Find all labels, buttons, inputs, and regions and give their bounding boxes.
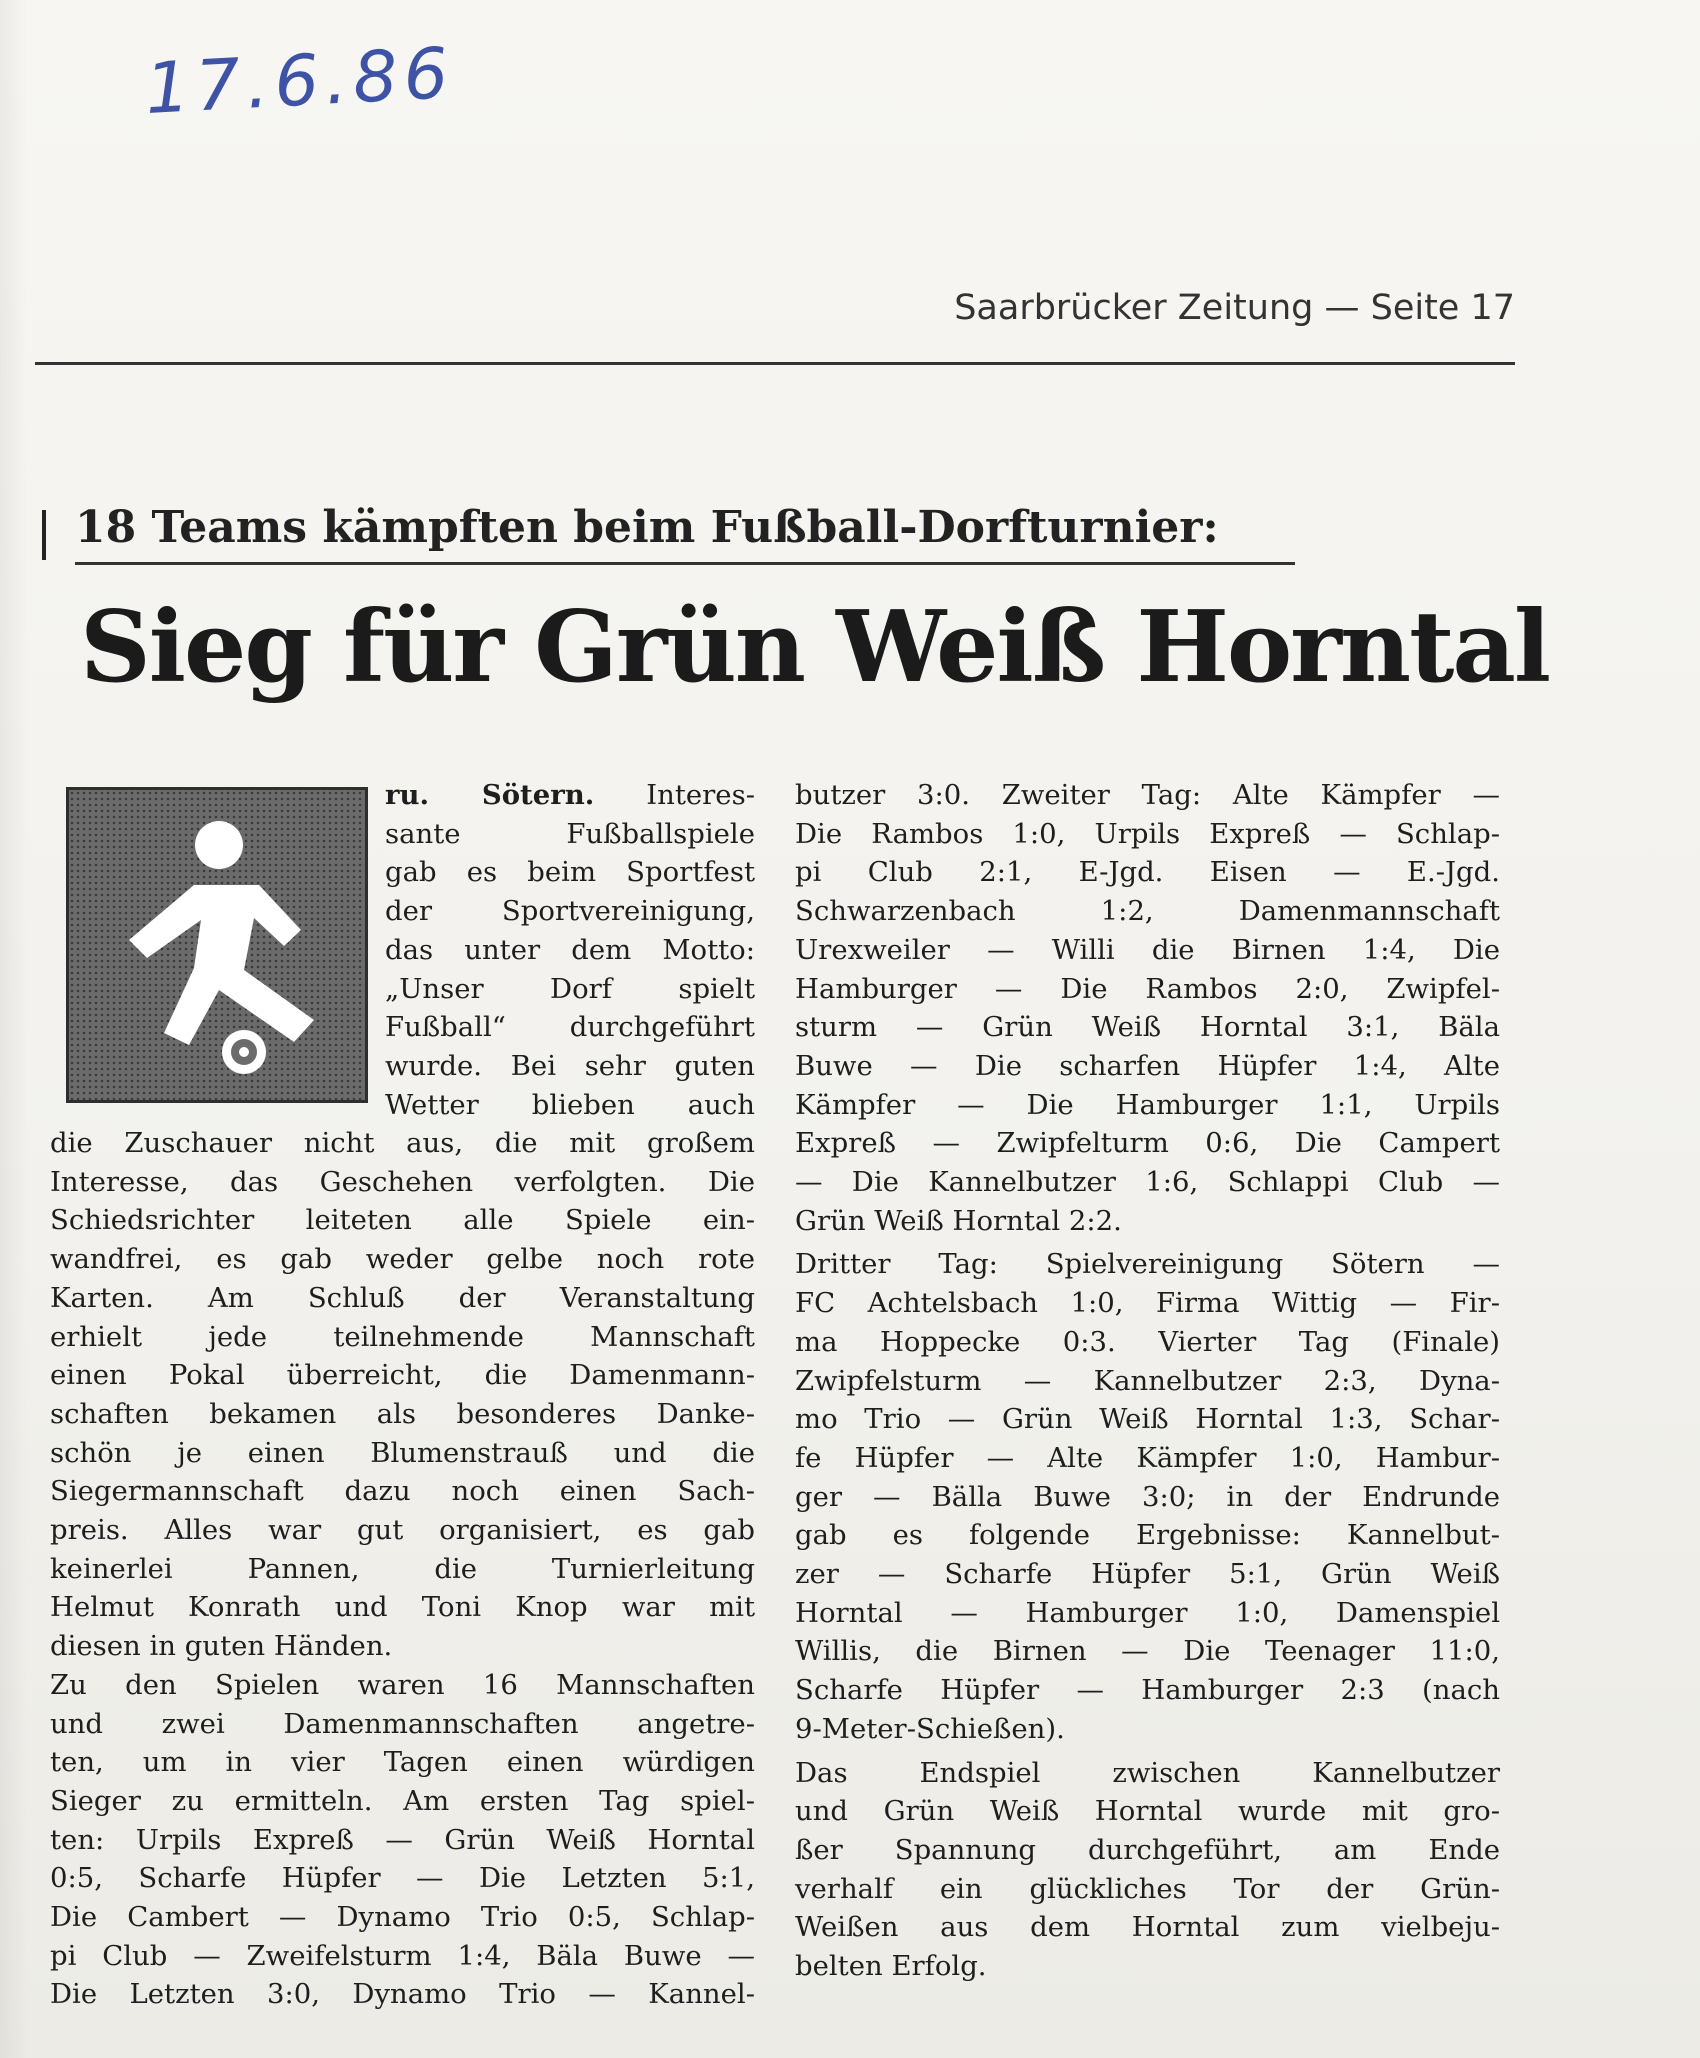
text-line: Zwipfelsturm — Kannelbutzer 2:3, Dyna-: [795, 1364, 1500, 1397]
text-line: Schwarzenbach 1:2, Damenmannschaft: [795, 895, 1500, 928]
text-line: Die Rambos 1:0, Urpils Expreß — Schlap-: [795, 817, 1500, 850]
text-line: Karten. Am Schluß der Veranstaltung: [50, 1281, 755, 1314]
intro-line: sante Fußballspiele: [385, 817, 755, 850]
text-line: Scharfe Hüpfer — Hamburger 2:3 (nach: [795, 1674, 1500, 1707]
text-line: Hamburger — Die Rambos 2:0, Zwipfel-: [795, 972, 1500, 1005]
text-line: Willis, die Birnen — Die Teenager 11:0,: [795, 1635, 1500, 1668]
text-line: schön je einen Blumenstrauß und die: [50, 1436, 755, 1469]
kicker-bar: [42, 510, 46, 560]
text-line: Schiedsrichter leiteten alle Spiele ein-: [50, 1204, 755, 1237]
intro-line: Fußball“ durchgeführt: [385, 1011, 755, 1044]
article-left-column: [50, 1124, 755, 2014]
masthead: Saarbrücker Zeitung — Seite 17: [954, 288, 1515, 328]
text-line: pi Club 2:1, E-Jgd. Eisen — E.-Jgd.: [795, 856, 1500, 889]
text-line: sturm — Grün Weiß Horntal 3:1, Bäla: [795, 1011, 1500, 1044]
football-player-icon: [69, 790, 365, 1100]
text-line: Helmut Konrath und Toni Knop war mit: [50, 1591, 755, 1624]
article-intro: [385, 776, 755, 1124]
text-line: Die Cambert — Dynamo Trio 0:5, Schlap-: [50, 1901, 755, 1934]
text-line: pi Club — Zweifelsturm 1:4, Bäla Buwe —: [50, 1939, 755, 1972]
text-line: Das Endspiel zwischen Kannelbutzer: [795, 1756, 1500, 1789]
text-line: 0:5, Scharfe Hüpfer — Die Letzten 5:1,: [50, 1862, 755, 1895]
paper-shadow: [0, 0, 28, 2058]
text-line: ma Hoppecke 0:3. Vierter Tag (Finale): [795, 1325, 1500, 1358]
text-line: gab es folgende Ergebnisse: Kannelbut-: [795, 1519, 1500, 1552]
text-line: Sieger zu ermitteln. Am ersten Tag spiel-: [50, 1784, 755, 1817]
text-line: 9-Meter-Schießen).: [795, 1712, 1065, 1745]
text-line: fe Hüpfer — Alte Kämpfer 1:0, Hambur-: [795, 1441, 1500, 1474]
text-line: Siegermannschaft dazu noch einen Sach-: [50, 1475, 755, 1508]
text-line: preis. Alles war gut organisiert, es gab: [50, 1514, 755, 1547]
intro-line: das unter dem Motto:: [385, 933, 755, 966]
text-line: Urexweiler — Willi die Birnen 1:4, Die: [795, 933, 1500, 966]
text-line: und Grün Weiß Horntal wurde mit gro-: [795, 1795, 1500, 1828]
text-line: Grün Weiß Horntal 2:2.: [795, 1204, 1122, 1237]
text-line: — Die Kannelbutzer 1:6, Schlappi Club —: [795, 1166, 1500, 1199]
text-line: Dritter Tag: Spielvereinigung Sötern —: [795, 1248, 1500, 1281]
dateline: ru. Sötern.: [385, 779, 595, 811]
text-line: ßer Spannung durchgeführt, am Ende: [795, 1833, 1500, 1866]
text-line: Zu den Spielen waren 16 Mannschaften: [50, 1668, 755, 1701]
headline: Sieg für Grün Weiß Horntal: [80, 590, 1550, 705]
handwritten-date: 17.6.86: [143, 31, 457, 131]
intro-line: Interes-: [646, 779, 755, 811]
text-line: Die Letzten 3:0, Dynamo Trio — Kannel-: [50, 1978, 755, 2011]
text-line: verhalf ein glückliches Tor der Grün-: [795, 1872, 1500, 1905]
text-line: mo Trio — Grün Weiß Horntal 1:3, Schar-: [795, 1403, 1500, 1436]
text-line: ger — Bälla Buwe 3:0; in der Endrunde: [795, 1480, 1500, 1513]
text-line: die Zuschauer nicht aus, die mit großem: [50, 1127, 755, 1159]
text-line: wandfrei, es gab weder gelbe noch rote: [50, 1243, 755, 1276]
football-player-pictogram-icon: [66, 787, 368, 1103]
text-line: butzer 3:0. Zweiter Tag: Alte Kämpfer —: [795, 779, 1500, 811]
text-line: belten Erfolg.: [795, 1950, 987, 1983]
text-line: Kämpfer — Die Hamburger 1:1, Urpils: [795, 1088, 1500, 1121]
intro-line: der Sportvereinigung,: [385, 895, 755, 928]
text-line: ten: Urpils Expreß — Grün Weiß Horntal: [50, 1823, 755, 1856]
text-line: erhielt jede teilnehmende Mannschaft: [50, 1320, 755, 1353]
kicker: 18 Teams kämpften beim Fußball-Dorfturnier:: [75, 502, 1219, 553]
text-line: Horntal — Hamburger 1:0, Damenspiel: [795, 1596, 1500, 1629]
text-line: zer — Scharfe Hüpfer 5:1, Grün Weiß: [795, 1558, 1500, 1591]
text-line: Interesse, das Geschehen verfolgten. Die: [50, 1165, 755, 1198]
text-line: ten, um in vier Tagen einen würdigen: [50, 1746, 755, 1779]
kicker-rule: [75, 562, 1295, 565]
text-line: einen Pokal überreicht, die Damenmann-: [50, 1359, 755, 1392]
text-line: und zwei Damenmannschaften angetre-: [50, 1707, 755, 1740]
intro-line: Wetter blieben auch: [385, 1088, 755, 1121]
masthead-rule: [35, 362, 1515, 365]
text-line: FC Achtelsbach 1:0, Firma Wittig — Fir-: [795, 1287, 1500, 1320]
text-line: diesen in guten Händen.: [50, 1630, 393, 1663]
text-line: Expreß — Zwipfelturm 0:6, Die Campert: [795, 1127, 1500, 1160]
article-right-column: [795, 776, 1500, 1986]
text-line: Buwe — Die scharfen Hüpfer 1:4, Alte: [795, 1049, 1500, 1082]
text-line: keinerlei Pannen, die Turnierleitung: [50, 1552, 755, 1585]
intro-line: wurde. Bei sehr guten: [385, 1049, 755, 1082]
intro-line: gab es beim Sportfest: [385, 856, 755, 889]
intro-line: „Unser Dorf spielt: [385, 972, 755, 1005]
text-line: schaften bekamen als besonderes Danke-: [50, 1397, 755, 1430]
text-line: Weißen aus dem Horntal zum vielbeju-: [795, 1911, 1500, 1944]
